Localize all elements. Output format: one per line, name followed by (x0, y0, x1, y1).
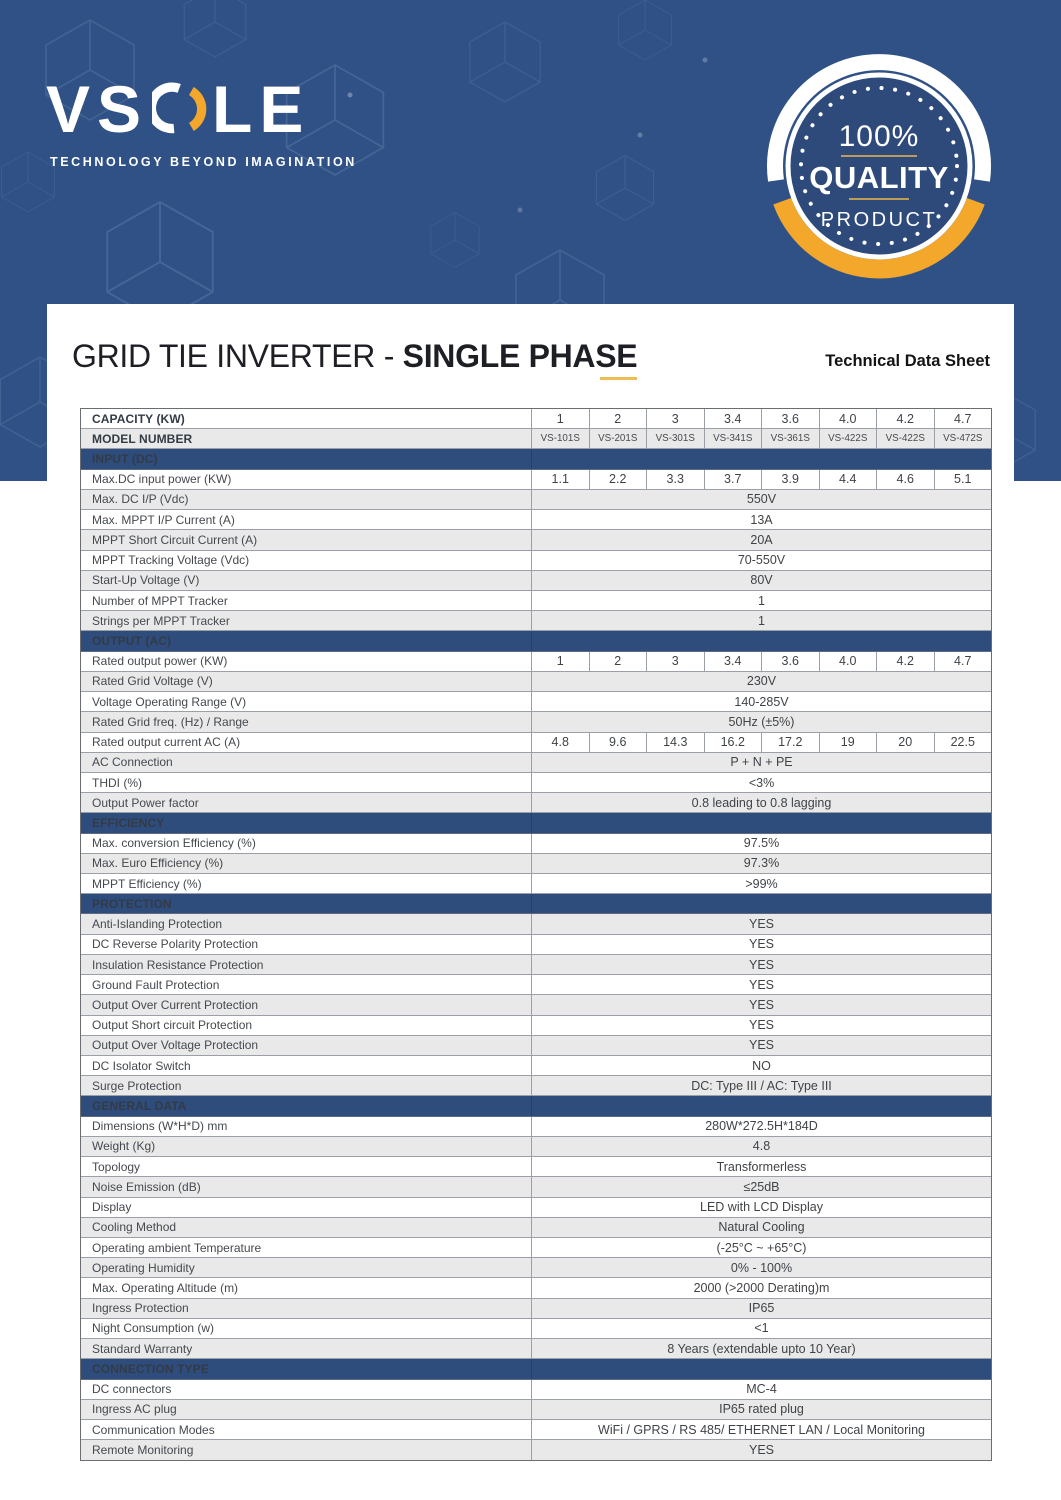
section-header-filler (531, 894, 991, 913)
table-row (81, 1198, 991, 1218)
merged-value-cell: 97.3% (531, 854, 991, 873)
table-row (81, 1137, 991, 1157)
table-row (81, 1238, 991, 1258)
row-label: Rated output current AC (A) (92, 735, 241, 750)
row-label: PROTECTION (92, 896, 172, 911)
section-header-filler (531, 449, 991, 468)
merged-value-cell: P + N + PE (531, 753, 991, 772)
row-label: Ingress Protection (92, 1301, 189, 1316)
value-cell: VS-422S (876, 429, 934, 448)
merged-value-cell: 97.5% (531, 834, 991, 853)
merged-value-cell: 280W*272.5H*184D (531, 1117, 991, 1136)
table-row (81, 409, 991, 429)
value-cell: 3.6 (761, 652, 819, 671)
table-row (81, 1380, 991, 1400)
table-row (81, 510, 991, 530)
merged-value-cell: WiFi / GPRS / RS 485/ ETHERNET LAN / Local Monitoring (531, 1420, 991, 1439)
row-label: Standard Warranty (92, 1341, 193, 1356)
merged-value-cell: YES (531, 914, 991, 933)
table-row (81, 490, 991, 510)
value-cell: 3.6 (761, 409, 819, 428)
row-label: Anti-Islanding Protection (92, 917, 223, 932)
table-row (81, 1420, 991, 1440)
merged-value-cell: 2000 (>2000 Derating)m (531, 1278, 991, 1297)
value-cell: 3.7 (704, 470, 762, 489)
value-cell: 3.4 (704, 409, 762, 428)
row-label: Strings per MPPT Tracker (92, 613, 230, 628)
value-cell: VS-301S (646, 429, 704, 448)
row-label: Topology (92, 1159, 141, 1174)
table-row (81, 753, 991, 773)
table-row (81, 1016, 991, 1036)
row-label: Voltage Operating Range (V) (92, 694, 247, 709)
table-row (81, 470, 991, 490)
row-label: Output Over Voltage Protection (92, 1038, 259, 1053)
table-row (81, 652, 991, 672)
logo-o-ring-icon (152, 80, 210, 138)
row-label: Weight (Kg) (92, 1139, 156, 1154)
row-label: Max. Operating Altitude (m) (92, 1281, 239, 1296)
row-label: Display (92, 1200, 132, 1215)
table-row (81, 1218, 991, 1238)
value-cell: 4.4 (819, 470, 877, 489)
merged-value-cell: 70-550V (531, 551, 991, 570)
table-row (81, 1056, 991, 1076)
row-label: CONNECTION TYPE (92, 1361, 209, 1376)
value-cell: 1.1 (551, 472, 569, 487)
table-row (81, 995, 991, 1015)
row-label: Rated Grid Voltage (V) (92, 674, 213, 689)
row-label: Rated output power (KW) (92, 654, 228, 669)
value-cell: 4.7 (934, 652, 992, 671)
value-cell: 20 (876, 733, 934, 752)
logo-text-right: LE (212, 72, 311, 146)
value-cell: 4.2 (876, 409, 934, 428)
merged-value-cell: 1 (531, 611, 991, 630)
row-label: Output Short circuit Protection (92, 1018, 253, 1033)
section-header-row (81, 813, 991, 833)
merged-value-cell: 4.8 (531, 1137, 991, 1156)
merged-value-cell: <1 (531, 1319, 991, 1338)
table-row (81, 1339, 991, 1359)
section-header-filler (531, 1096, 991, 1115)
table-row (81, 429, 991, 449)
section-header-row (81, 894, 991, 914)
merged-value-cell: (-25°C ~ +65°C) (531, 1238, 991, 1257)
row-label: DC Isolator Switch (92, 1058, 191, 1073)
value-cell: 4.0 (819, 409, 877, 428)
value-cell: 4.6 (876, 470, 934, 489)
value-cell: 2 (589, 409, 647, 428)
merged-value-cell: YES (531, 975, 991, 994)
table-row (81, 834, 991, 854)
value-cell: 4.7 (934, 409, 992, 428)
row-label: EFFICIENCY (92, 815, 165, 830)
table-row (81, 1036, 991, 1056)
section-header-row (81, 1096, 991, 1116)
value-cell: 9.6 (589, 733, 647, 752)
merged-value-cell: Natural Cooling (531, 1218, 991, 1237)
row-label: OUTPUT (AC) (92, 634, 172, 649)
merged-value-cell: DC: Type III / AC: Type III (531, 1076, 991, 1095)
value-cells (531, 409, 991, 428)
section-header-row (81, 631, 991, 651)
merged-value-cell: <3% (531, 773, 991, 792)
merged-value-cell: 0.8 leading to 0.8 lagging (531, 793, 991, 812)
badge-middle-text: QUALITY (809, 160, 949, 195)
merged-value-cell: YES (531, 1036, 991, 1055)
row-label: Output Over Current Protection (92, 997, 259, 1012)
merged-value-cell: YES (531, 955, 991, 974)
page-title-prefix: GRID TIE INVERTER - (72, 338, 403, 374)
brand-tagline: TECHNOLOGY BEYOND IMAGINATION (50, 155, 357, 169)
table-row (81, 611, 991, 631)
value-cell: VS-422S (819, 429, 877, 448)
row-label: Insulation Resistance Protection (92, 957, 264, 972)
row-label: THDI (%) (92, 775, 142, 790)
value-cell: VS-472S (934, 429, 992, 448)
table-row (81, 773, 991, 793)
table-row (81, 793, 991, 813)
row-label: Operating ambient Temperature (92, 1240, 262, 1255)
row-label: Night Consumption (w) (92, 1321, 215, 1336)
table-row (81, 1177, 991, 1197)
table-row (81, 733, 991, 753)
value-cell: 3.3 (646, 470, 704, 489)
table-row (81, 672, 991, 692)
table-row (81, 1319, 991, 1339)
spec-table (80, 408, 992, 1461)
merged-value-cell: 8 Years (extendable upto 10 Year) (531, 1339, 991, 1358)
row-label: Operating Humidity (92, 1260, 195, 1275)
value-cell: VS-341S (704, 429, 762, 448)
table-row (81, 1400, 991, 1420)
value-cell: 4.0 (819, 652, 877, 671)
quality-badge (765, 52, 993, 280)
row-label: Remote Monitoring (92, 1443, 194, 1458)
merged-value-cell: ≤25dB (531, 1177, 991, 1196)
value-cell: 3 (646, 409, 704, 428)
row-label: Max. DC I/P (Vdc) (92, 492, 189, 507)
merged-value-cell: 550V (531, 490, 991, 509)
value-cell: VS-101S (540, 433, 580, 445)
table-row (81, 1299, 991, 1319)
logo-text-left: VS (46, 72, 149, 146)
row-label: Number of MPPT Tracker (92, 593, 228, 608)
merged-value-cell: YES (531, 935, 991, 954)
value-cell: 2 (589, 652, 647, 671)
value-cell: 14.3 (646, 733, 704, 752)
merged-value-cell: 0% - 100% (531, 1258, 991, 1277)
section-header-filler (531, 631, 991, 650)
value-cell: 5.1 (934, 470, 992, 489)
value-cell: 1 (556, 411, 564, 426)
section-header-filler (531, 1359, 991, 1378)
title-row (47, 304, 1014, 404)
row-label: AC Connection (92, 755, 173, 770)
table-row (81, 914, 991, 934)
merged-value-cell: LED with LCD Display (531, 1198, 991, 1217)
row-label: Max. Euro Efficiency (%) (92, 856, 224, 871)
table-row (81, 591, 991, 611)
page-title-emphasis: SINGLE PHASE (403, 338, 638, 374)
table-row (81, 1076, 991, 1096)
row-label: Cooling Method (92, 1220, 177, 1235)
value-cell: 1 (556, 654, 564, 669)
table-row (81, 1440, 991, 1460)
row-label: Ingress AC plug (92, 1402, 177, 1417)
row-label: Ground Fault Protection (92, 977, 220, 992)
row-label: INPUT (DC) (92, 452, 158, 467)
datasheet-label: Technical Data Sheet (825, 352, 990, 370)
merged-value-cell: 13A (531, 510, 991, 529)
datasheet-panel (47, 304, 1014, 1500)
row-label: Communication Modes (92, 1422, 215, 1437)
value-cells (531, 652, 991, 671)
merged-value-cell: 80V (531, 571, 991, 590)
row-label: Dimensions (W*H*D) mm (92, 1119, 228, 1134)
row-label: Noise Emission (dB) (92, 1179, 201, 1194)
table-row (81, 712, 991, 732)
section-header-row (81, 1359, 991, 1379)
row-label: MPPT Tracking Voltage (Vdc) (92, 553, 250, 568)
merged-value-cell: IP65 rated plug (531, 1400, 991, 1419)
value-cell: 4.2 (876, 652, 934, 671)
badge-bottom-text: PRODUCT (820, 209, 938, 231)
value-cell: 3.9 (761, 470, 819, 489)
section-header-filler (531, 813, 991, 832)
row-label: MODEL NUMBER (92, 431, 193, 446)
value-cell: 17.2 (761, 733, 819, 752)
table-row (81, 955, 991, 975)
value-cells (531, 470, 991, 489)
table-row (81, 1258, 991, 1278)
merged-value-cell: NO (531, 1056, 991, 1075)
row-label: Output Power factor (92, 795, 199, 810)
row-label: DC Reverse Polarity Protection (92, 937, 259, 952)
value-cell: 3 (646, 652, 704, 671)
value-cell: 16.2 (704, 733, 762, 752)
row-label: Max. MPPT I/P Current (A) (92, 512, 235, 527)
row-label: GENERAL DATA (92, 1099, 187, 1114)
value-cell: VS-361S (761, 429, 819, 448)
title-accent-underline (600, 377, 637, 381)
value-cell: 2.2 (589, 470, 647, 489)
merged-value-cell: 230V (531, 672, 991, 691)
merged-value-cell: Transformerless (531, 1157, 991, 1176)
merged-value-cell: IP65 (531, 1299, 991, 1318)
table-row (81, 935, 991, 955)
row-label: MPPT Short Circuit Current (A) (92, 532, 258, 547)
row-label: Max. conversion Efficiency (%) (92, 836, 256, 851)
merged-value-cell: 140-285V (531, 692, 991, 711)
row-label: Max.DC input power (KW) (92, 472, 232, 487)
table-row (81, 530, 991, 550)
value-cells (531, 429, 991, 448)
value-cell: 4.8 (551, 735, 569, 750)
row-label: Surge Protection (92, 1078, 182, 1093)
table-row (81, 874, 991, 894)
table-row (81, 975, 991, 995)
table-row (81, 571, 991, 591)
page-title (72, 338, 637, 375)
row-label: MPPT Efficiency (%) (92, 876, 202, 891)
row-label: CAPACITY (KW) (92, 411, 185, 426)
merged-value-cell: YES (531, 995, 991, 1014)
table-row (81, 854, 991, 874)
table-row (81, 1278, 991, 1298)
merged-value-cell: >99% (531, 874, 991, 893)
value-cell: 22.5 (934, 733, 992, 752)
merged-value-cell: YES (531, 1440, 991, 1460)
merged-value-cell: 20A (531, 530, 991, 549)
row-label: Start-Up Voltage (V) (92, 573, 200, 588)
value-cell: 19 (819, 733, 877, 752)
section-header-row (81, 449, 991, 469)
merged-value-cell: 1 (531, 591, 991, 610)
value-cell: VS-201S (589, 429, 647, 448)
row-label: Rated Grid freq. (Hz) / Range (92, 714, 249, 729)
value-cells (531, 733, 991, 752)
merged-value-cell: 50Hz (±5%) (531, 712, 991, 731)
table-row (81, 551, 991, 571)
merged-value-cell: MC-4 (531, 1380, 991, 1399)
table-row (81, 1157, 991, 1177)
table-row (81, 1117, 991, 1137)
badge-top-text: 100% (838, 120, 920, 153)
value-cell: 3.4 (704, 652, 762, 671)
table-row (81, 692, 991, 712)
merged-value-cell: YES (531, 1016, 991, 1035)
brand-logo (46, 72, 311, 146)
row-label: DC connectors (92, 1382, 172, 1397)
